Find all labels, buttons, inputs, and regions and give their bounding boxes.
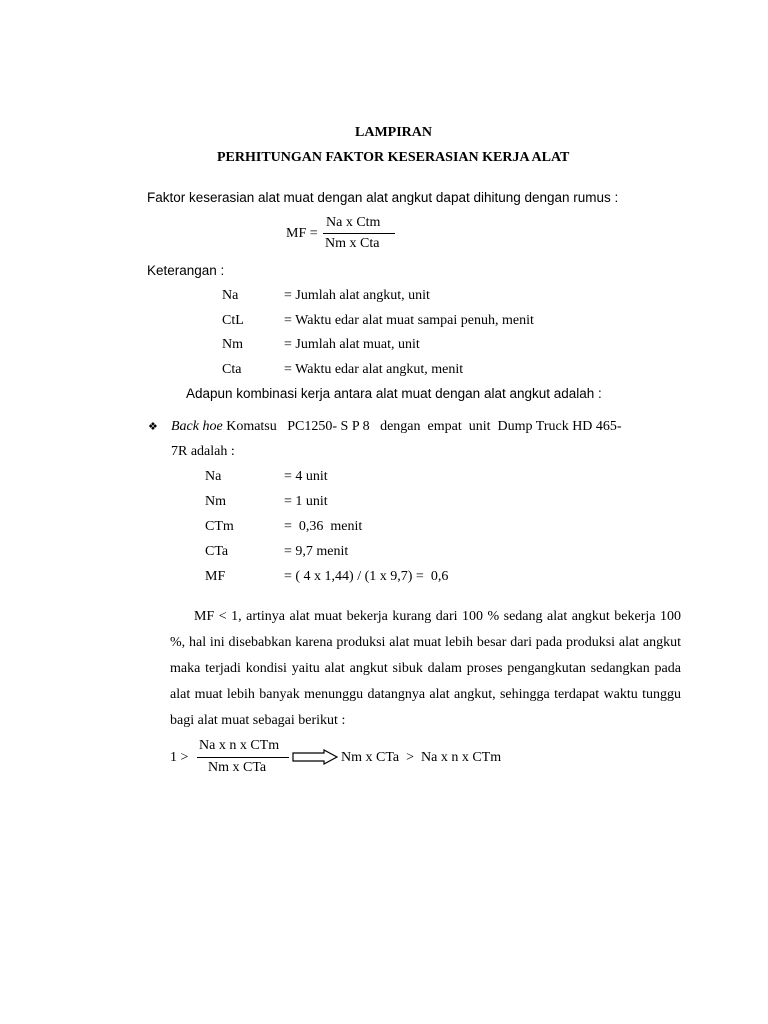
- definition-symbol: CtL: [222, 313, 244, 328]
- formula-fraction-bar: [323, 233, 395, 234]
- definition-symbol: Na: [222, 288, 239, 303]
- formula-denominator: Nm x Cta: [325, 236, 380, 251]
- definition-desc: = Jumlah alat angkut, unit: [284, 288, 430, 303]
- value-symbol: CTm: [205, 519, 234, 534]
- value-symbol: MF: [205, 569, 226, 584]
- explanation-paragraph: MF < 1, artinya alat muat bekerja kurang dari 100 % sedang alat angkut bekerja 100 %, hal ini disebabkan karena produksi alat muat lebih besar dari pada produksi alat angkut maka terjadi kondisi yaitu alat angkut sibuk dalam proses pengangkutan sedangkan pada alat muat lebih banyak menunggu datangnya alat angkut, sehingga terdapat waktu tunggu bagi alat muat sebagai berikut :: [170, 609, 681, 728]
- formula-lhs: MF =: [286, 226, 318, 241]
- intro-text: Faktor keserasian alat muat dengan alat angkut dapat dihitung dengan rumus :: [147, 190, 619, 205]
- value-text: = 9,7 menit: [284, 544, 349, 559]
- final-fraction-bar: [197, 757, 289, 758]
- double-arrow-icon: [292, 749, 338, 765]
- page-subtitle: PERHITUNGAN FAKTOR KESERASIAN KERJA ALAT: [217, 150, 570, 165]
- value-text: = 4 unit: [284, 469, 328, 484]
- case-equipment-italic: Back hoe: [171, 419, 223, 434]
- definition-symbol: Nm: [222, 337, 243, 352]
- definition-desc: = Jumlah alat muat, unit: [284, 337, 420, 352]
- final-denominator: Nm x CTa: [208, 760, 267, 775]
- value-text: = 1 unit: [284, 494, 328, 509]
- formula-numerator: Na x Ctm: [326, 215, 381, 230]
- case-line2: 7R adalah :: [171, 444, 235, 459]
- definition-desc: = Waktu edar alat muat sampai penuh, menit: [284, 313, 534, 328]
- keterangan-label: Keterangan :: [147, 263, 225, 278]
- page-title: LAMPIRAN: [355, 125, 432, 140]
- case-line1: [171, 420, 622, 434]
- value-symbol: Nm: [205, 494, 226, 509]
- definition-desc: = Waktu edar alat angkut, menit: [284, 362, 464, 377]
- value-text: = 0,36 menit: [284, 519, 363, 534]
- value-symbol: Na: [205, 469, 222, 484]
- value-symbol: CTa: [205, 544, 229, 559]
- final-lhs: 1 >: [170, 750, 189, 765]
- final-result: Nm x CTa > Na x n x CTm: [341, 750, 502, 765]
- final-numerator: Na x n x CTm: [199, 738, 280, 753]
- kombinasi-text: Adapun kombinasi kerja antara alat muat dengan alat angkut adalah :: [186, 386, 602, 401]
- case-equipment-desc: Komatsu PC1250- S P 8 dengan empat unit Dump Truck HD 465-: [226, 419, 622, 434]
- definition-symbol: Cta: [222, 362, 242, 377]
- value-text: = ( 4 x 1,44) / (1 x 9,7) = 0,6: [284, 569, 449, 584]
- diamond-bullet-icon: ❖: [148, 421, 158, 433]
